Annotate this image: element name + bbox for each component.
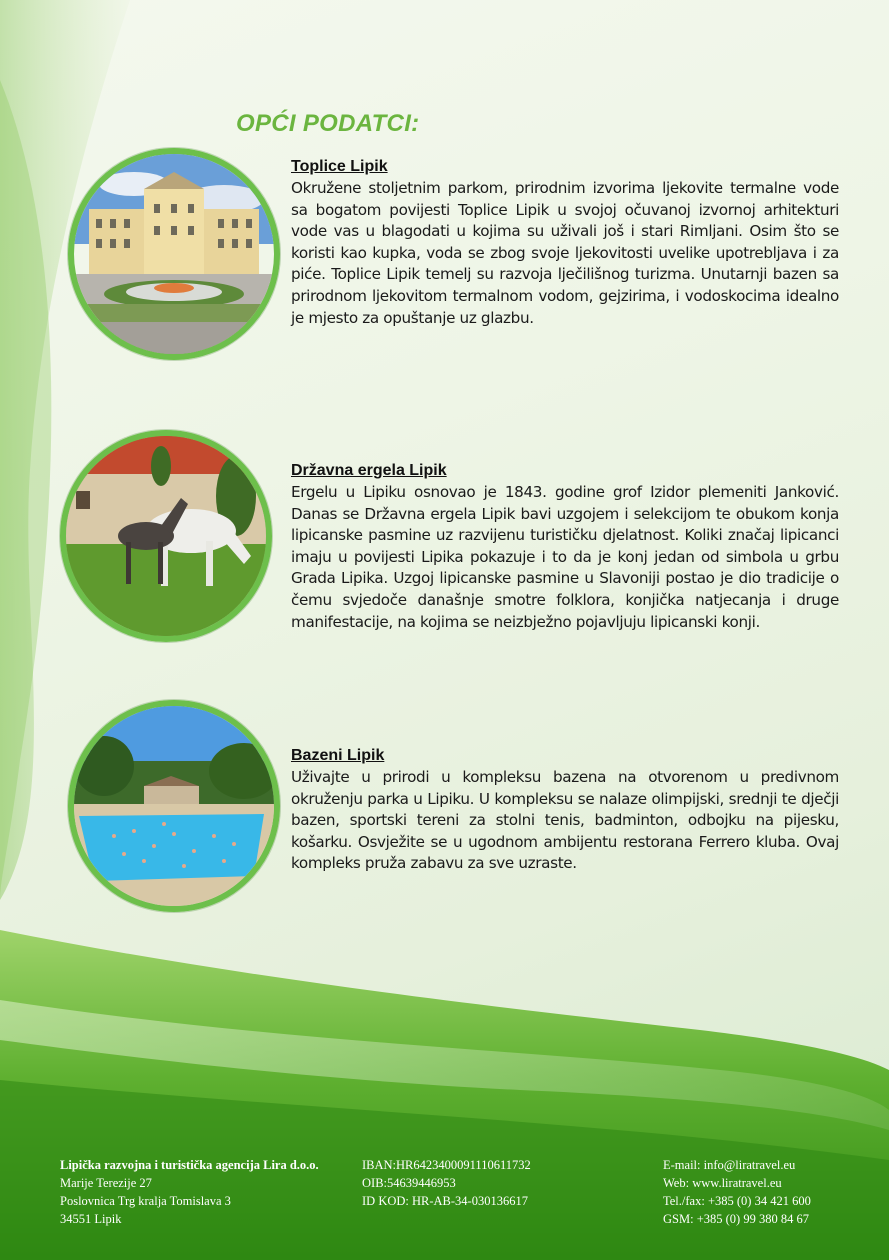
horses-photo bbox=[60, 430, 272, 642]
address-line-2: Poslovnica Trg kralja Tomislava 3 bbox=[60, 1194, 231, 1208]
section-title: Državna ergela Lipik bbox=[291, 462, 447, 479]
section-text: Uživajte u prirodi u kompleksu bazena na otvorenom u predivnom okruženju parka u Lipiku. U kompleksu se nalaze olimpijski, srednji te dječji bazen, sportski tereni za stolni tenis, badminton, odbojku na pijesku, košarku. Osvježite se u ugodnom ambijentu restorana Ferrero kluba. Ovaj kompleks pruža zabavu za sve uzraste. bbox=[291, 768, 839, 873]
footer-contact-column bbox=[663, 1156, 811, 1228]
tel-fax: Tel./fax: +385 (0) 34 421 600 bbox=[663, 1194, 811, 1208]
section-title: Toplice Lipik bbox=[291, 158, 388, 175]
id-kod: ID KOD: HR-AB-34-030136617 bbox=[362, 1194, 528, 1208]
address-line-1: Marije Terezije 27 bbox=[60, 1176, 152, 1190]
section-toplice-lipik bbox=[291, 158, 839, 329]
section-text: Ergelu u Lipiku osnovao je 1843. godine grof Izidor plemeniti Janković. Danas se Državna ergela Lipik bavi uzgojem i selekcijom te obukom konja lipicanske pasmine uz razvijenu turističku djelatnost. Koliki značaj lipicanci imaju u povijesti Lipika pokazuje i to da je konj jedan od simbola u grbu Grada Lipika. Uzgoj lipicanske pasmine u Slavoniji postao je dio tradicije o čemu svjedoče današnje smotre folklora, konjička natjecanja i druge manifestacije, na kojima se neizbježno pojavljuju lipicanski konji. bbox=[291, 483, 839, 631]
section-drzavna-ergela-lipik bbox=[291, 462, 839, 633]
footer-company-column bbox=[60, 1156, 319, 1228]
section-text: Okružene stoljetnim parkom, prirodnim izvorima ljekovite termalne vode sa bogatom povijesti Toplice Lipik u svojoj očuvanoj izvornoj arhitekturi vode vas u blagodati u kojima su uživali još i stari Rimljani. Osim što se koristi kao kupka, voda se zbog svoje ljekovitosti uvelike upotrebljava i za piće. Toplice Lipik temelj su razvoja lječilišnog turizma. Unutarnji bazen sa prirodnom ljekovitom termalnom vodom, gejzirima, i vodoskocima idealno je mjesto za opuštanje uz glazbu. bbox=[291, 179, 839, 327]
footer-banking-column bbox=[362, 1156, 531, 1210]
email-link[interactable]: E-mail: info@liratravel.eu bbox=[663, 1158, 796, 1172]
oib: OIB:54639446953 bbox=[362, 1176, 456, 1190]
web-link[interactable]: Web: www.liratravel.eu bbox=[663, 1176, 782, 1190]
gsm: GSM: +385 (0) 99 380 84 67 bbox=[663, 1212, 809, 1226]
section-title: Bazeni Lipik bbox=[291, 747, 385, 764]
address-line-3: 34551 Lipik bbox=[60, 1212, 122, 1226]
iban: IBAN:HR6423400091110611732 bbox=[362, 1158, 531, 1172]
spa-building-photo bbox=[68, 148, 280, 360]
footer bbox=[60, 1156, 850, 1236]
page-heading: OPĆI PODATCI: bbox=[236, 110, 420, 137]
swimming-pool-photo bbox=[68, 700, 280, 912]
section-bazeni-lipik bbox=[291, 747, 839, 875]
company-name: Lipička razvojna i turistička agencija Lira d.o.o. bbox=[60, 1158, 319, 1172]
